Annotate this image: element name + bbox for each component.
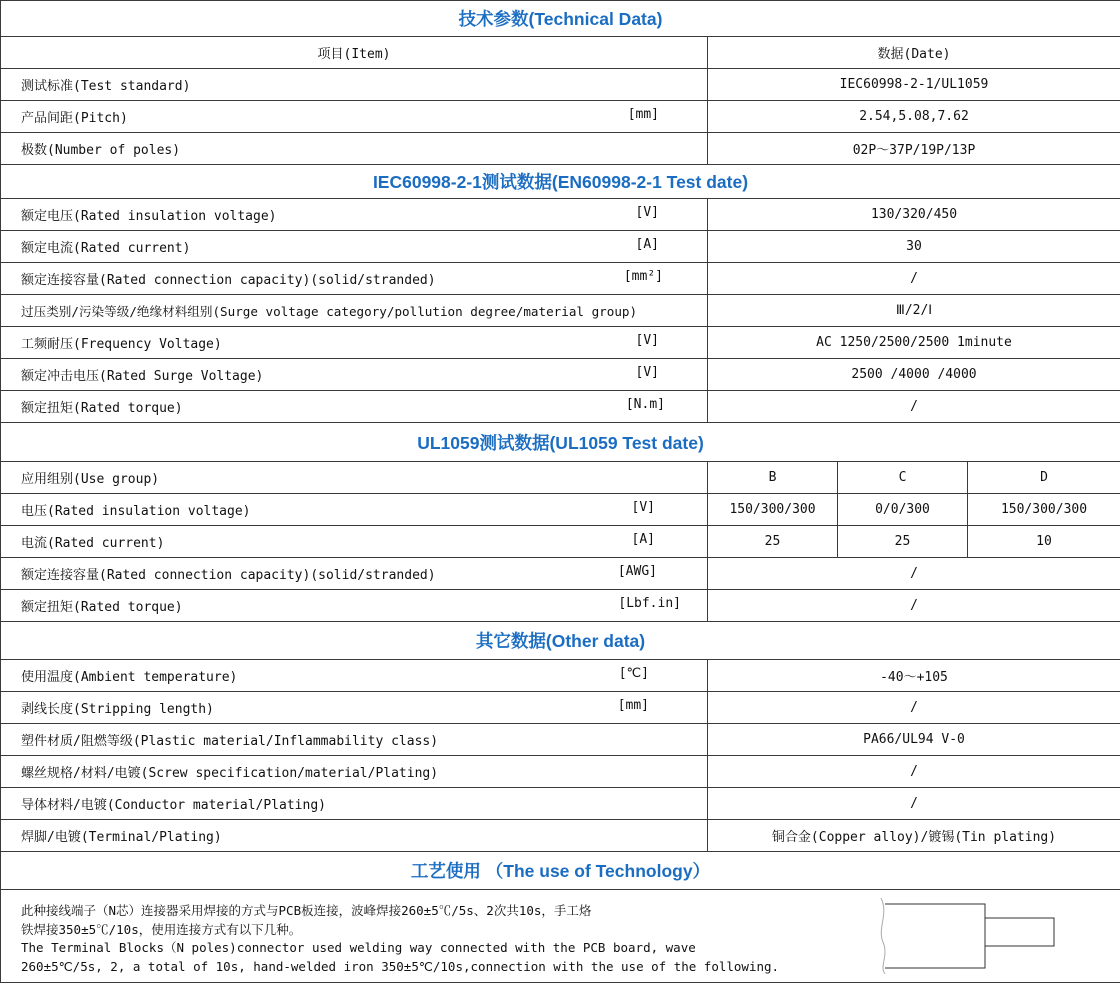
table-row bbox=[1, 391, 1120, 423]
group-c-value: 0/0/300 bbox=[838, 494, 968, 526]
row-label-text: 额定冲击电压(Rated Surge Voltage) bbox=[21, 369, 264, 384]
group-d-value: 150/300/300 bbox=[968, 494, 1120, 526]
row-value: / bbox=[708, 788, 1120, 820]
row-label-text: 额定电压(Rated insulation voltage) bbox=[21, 209, 277, 224]
table-row bbox=[1, 494, 1120, 526]
header-row bbox=[1, 37, 1120, 69]
row-value: IEC60998-2-1/UL1059 bbox=[708, 69, 1120, 101]
ul-section-title: UL1059测试数据(UL1059 Test date) bbox=[1, 423, 1120, 462]
row-unit: [A] bbox=[635, 237, 659, 252]
row-unit: [AWG] bbox=[617, 564, 657, 579]
row-value: 02P～37P/19P/13P bbox=[708, 133, 1120, 165]
section-title-row bbox=[1, 423, 1120, 462]
table-row bbox=[1, 101, 1120, 133]
row-value: 铜合金(Copper alloy)/镀锡(Tin plating) bbox=[708, 820, 1120, 852]
row-label-text: 额定连接容量(Rated connection capacity)(solid/stranded) bbox=[21, 568, 436, 583]
row-unit: [V] bbox=[635, 333, 659, 348]
row-label-text: 使用温度(Ambient temperature) bbox=[21, 670, 238, 685]
table-row bbox=[1, 462, 1120, 494]
row-value: / bbox=[708, 391, 1120, 423]
row-value: 2.54,5.08,7.62 bbox=[708, 101, 1120, 133]
table-row bbox=[1, 327, 1120, 359]
table-row bbox=[1, 231, 1120, 263]
row-unit: [mm] bbox=[617, 698, 649, 713]
table-row bbox=[1, 199, 1120, 231]
row-label: 过压类别/污染等级/绝缘材料组别(Surge voltage category/pollution degree/material group) bbox=[1, 295, 708, 327]
row-label: 螺丝规格/材料/电镀(Screw specification/material/Plating) bbox=[1, 756, 708, 788]
section-title-row bbox=[1, 852, 1120, 890]
row-unit: [mm] bbox=[627, 107, 659, 122]
table-row bbox=[1, 526, 1120, 558]
table-row bbox=[1, 133, 1120, 165]
group-d-header: D bbox=[968, 462, 1120, 494]
row-label bbox=[1, 263, 708, 295]
description-line: 260±5℃/5s, 2, a total of 10s, hand-welded iron 350±5℃/10s,connection with the use of the following. bbox=[21, 958, 780, 974]
description-line: The Terminal Blocks（N poles)connector used welding way connected with the PCB board, wave bbox=[21, 940, 696, 955]
group-b-header: B bbox=[708, 462, 838, 494]
table-title: 技术参数(Technical Data) bbox=[1, 1, 1120, 37]
technology-description bbox=[21, 902, 861, 976]
row-label-text: 额定扭矩(Rated torque) bbox=[21, 600, 183, 615]
row-value: 130/320/450 bbox=[708, 199, 1120, 231]
group-b-value: 150/300/300 bbox=[708, 494, 838, 526]
row-value: / bbox=[708, 590, 1120, 622]
description-line: 铁焊接350±5℃/10s，使用连接方式有以下几种。 bbox=[21, 921, 302, 937]
row-label: 焊脚/电镀(Terminal/Plating) bbox=[1, 820, 708, 852]
row-label-text: 额定电流(Rated current) bbox=[21, 241, 191, 256]
row-label-text: 产品间距(Pitch) bbox=[21, 111, 128, 126]
section-title-row bbox=[1, 165, 1120, 199]
table-row bbox=[1, 590, 1120, 622]
table-row bbox=[1, 820, 1120, 852]
row-label bbox=[1, 526, 708, 558]
other-section-title: 其它数据(Other data) bbox=[1, 622, 1120, 660]
data-column-header: 数据(Date) bbox=[708, 37, 1120, 69]
row-value: 2500 /4000 /4000 bbox=[708, 359, 1120, 391]
technology-section-title: 工艺使用 （The use of Technology） bbox=[1, 852, 1120, 890]
technology-usage-row bbox=[1, 890, 1120, 983]
table-row bbox=[1, 724, 1120, 756]
row-label bbox=[1, 494, 708, 526]
row-label-text: 电压(Rated insulation voltage) bbox=[21, 504, 251, 519]
row-value: Ⅲ/2/Ⅰ bbox=[708, 295, 1120, 327]
solder-pin-drawing bbox=[873, 898, 1063, 974]
row-label-text: 电流(Rated current) bbox=[21, 536, 165, 551]
row-value: / bbox=[708, 692, 1120, 724]
row-label: 塑件材质/阻燃等级(Plastic material/Inflammability class) bbox=[1, 724, 708, 756]
row-label-text: 工频耐压(Frequency Voltage) bbox=[21, 337, 222, 352]
row-label bbox=[1, 359, 708, 391]
row-label bbox=[1, 660, 708, 692]
row-unit: [N.m] bbox=[625, 397, 665, 412]
row-label bbox=[1, 327, 708, 359]
row-label: 导体材料/电镀(Conductor material/Plating) bbox=[1, 788, 708, 820]
row-unit: [V] bbox=[635, 205, 659, 220]
row-value: / bbox=[708, 558, 1120, 590]
group-c-header: C bbox=[838, 462, 968, 494]
table-row bbox=[1, 263, 1120, 295]
table-row bbox=[1, 756, 1120, 788]
row-label: 应用组别(Use group) bbox=[1, 462, 708, 494]
title-row bbox=[1, 1, 1120, 37]
row-label bbox=[1, 558, 708, 590]
row-value: / bbox=[708, 263, 1120, 295]
row-label bbox=[1, 199, 708, 231]
row-value: PA66/UL94 V-0 bbox=[708, 724, 1120, 756]
row-value: / bbox=[708, 756, 1120, 788]
table-row bbox=[1, 359, 1120, 391]
item-column-header: 项目(Item) bbox=[1, 37, 708, 69]
row-unit: [V] bbox=[631, 500, 655, 515]
row-label bbox=[1, 101, 708, 133]
table-row bbox=[1, 558, 1120, 590]
row-label-text: 额定连接容量(Rated connection capacity)(solid/stranded) bbox=[21, 273, 436, 288]
row-value: 30 bbox=[708, 231, 1120, 263]
row-unit: [℃] bbox=[618, 666, 649, 681]
group-b-value: 25 bbox=[708, 526, 838, 558]
row-label bbox=[1, 692, 708, 724]
row-value: AC 1250/2500/2500 1minute bbox=[708, 327, 1120, 359]
row-label bbox=[1, 391, 708, 423]
row-unit: [mm²] bbox=[623, 269, 663, 284]
section-title-row bbox=[1, 622, 1120, 660]
iec-section-title: IEC60998-2-1测试数据(EN60998-2-1 Test date) bbox=[1, 165, 1120, 199]
description-line: 此种接线端子（N芯）连接器采用焊接的方式与PCB板连接，波峰焊接260±5℃/5s、2次共10s，手工烙 bbox=[21, 903, 592, 918]
row-unit: [Lbf.in] bbox=[618, 596, 681, 611]
group-c-value: 25 bbox=[838, 526, 968, 558]
table-row bbox=[1, 692, 1120, 724]
table-row bbox=[1, 788, 1120, 820]
group-d-value: 10 bbox=[968, 526, 1120, 558]
table-row bbox=[1, 295, 1120, 327]
row-label-text: 剥线长度(Stripping length) bbox=[21, 702, 214, 717]
row-label-text: 额定扭矩(Rated torque) bbox=[21, 401, 183, 416]
row-label: 测试标准(Test standard) bbox=[1, 69, 708, 101]
technology-usage-cell bbox=[1, 890, 1120, 983]
row-label bbox=[1, 231, 708, 263]
row-label bbox=[1, 590, 708, 622]
row-label: 极数(Number of poles) bbox=[1, 133, 708, 165]
row-unit: [V] bbox=[635, 365, 659, 380]
row-value: -40～+105 bbox=[708, 660, 1120, 692]
table-row bbox=[1, 660, 1120, 692]
row-unit: [A] bbox=[631, 532, 655, 547]
table-row bbox=[1, 69, 1120, 101]
